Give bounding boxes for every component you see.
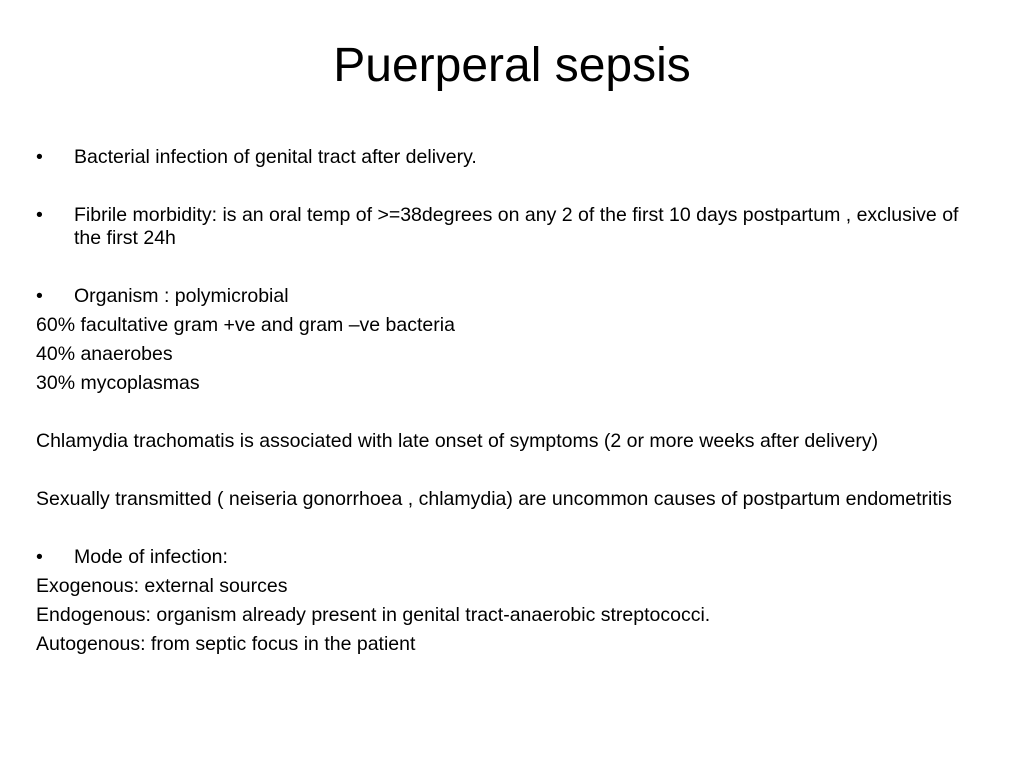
bullet-item	[36, 204, 986, 250]
body-text-line: Endogenous: organism already present in genital tract-anaerobic streptococci.	[36, 604, 711, 626]
bullet-icon: •	[36, 146, 43, 168]
bullet-text: Organism : polymicrobial	[74, 285, 289, 307]
body-text-line: Autogenous: from septic focus in the patient	[36, 633, 416, 655]
body-text-line: 30% mycoplasmas	[36, 372, 200, 394]
body-text-line: Exogenous: external sources	[36, 575, 288, 597]
bullet-icon: •	[36, 285, 43, 307]
body-text-line: 40% anaerobes	[36, 343, 173, 365]
bullet-icon: •	[36, 204, 43, 226]
bullet-item	[36, 285, 986, 308]
bullet-text: Bacterial infection of genital tract after delivery.	[74, 146, 477, 168]
bullet-icon: •	[36, 546, 43, 568]
body-text-line: Sexually transmitted ( neiseria gonorrhoea , chlamydia) are uncommon causes of postpartum endometritis	[36, 488, 952, 510]
bullet-text: Fibrile morbidity: is an oral temp of >=38degrees on any 2 of the first 10 days postpartum , exclusive of the first 24h	[74, 204, 959, 249]
body-text-line: Chlamydia trachomatis is associated with late onset of symptoms (2 or more weeks after delivery)	[36, 430, 879, 452]
slide-title: Puerperal sepsis	[333, 39, 691, 92]
slide-body	[36, 146, 986, 656]
bullet-item	[36, 146, 986, 169]
bullet-item	[36, 546, 986, 569]
body-text-line: 60% facultative gram +ve and gram –ve bacteria	[36, 314, 455, 336]
bullet-text: Mode of infection:	[74, 546, 228, 568]
